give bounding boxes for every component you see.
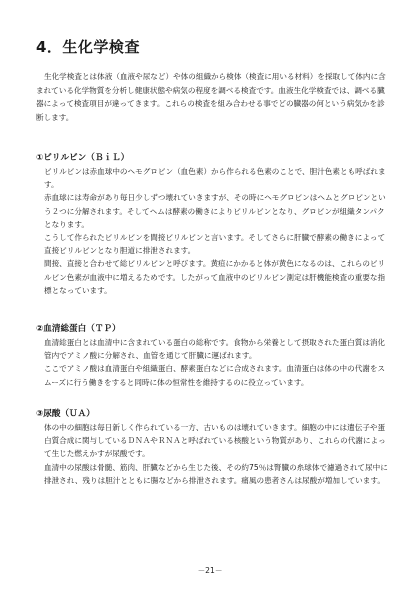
paragraph: 間接、直接と合わせて総ビリルビンと呼びます。黄疸にかかると体が黄色になるのは、これらのビリルビン色素が血液中に増えるためです。したがって血液中のビリルビン測定は肝機能検査の重要な指標となっています。 bbox=[44, 259, 386, 295]
paragraph: こうして作られたビリルビンを間接ビリルビンと言います。そしてさらに肝臓で酵素の働きによって直接ビリルビンとなり胆道に排泄されます。 bbox=[44, 233, 386, 256]
section-heading: ①ビリルビン（ＢｉＬ） bbox=[36, 153, 130, 163]
paragraph: 体の中の細胞は毎日新しく作られている一方、古いものは壊れていきます。細胞の中には遺伝子や蛋白質合成に関与しているＤＮＡやＲＮＡと呼ばれている核酸という物質があり、これらの代謝によって生じた燃えかすが尿酸です。 bbox=[44, 423, 386, 459]
intro-paragraph: 生化学検査とは体液（血液や尿など）や体の組織から検体（検査に用いる材料）を採取して体内に含まれている化学物質を分析し健康状態や病気の程度を調べる検査です。血液生化学検査では、調べる臓器によって検査項目が違ってきます。これらの検査を組み合わせる事でどの臓器の何という病気かを診断します。 bbox=[36, 72, 386, 122]
section-uric-acid bbox=[36, 408, 390, 487]
paragraph: ビリルビンは赤血球中のヘモグロビン（血色素）から作られる色素のことで、胆汁色素とも呼ばれます。 bbox=[44, 167, 386, 190]
page-number: －21－ bbox=[197, 566, 223, 575]
section-total-protein bbox=[36, 323, 390, 389]
page-title: 4．生化学検査 bbox=[36, 38, 140, 56]
paragraph: 血清中の尿酸は骨髄、筋肉、肝臓などから生じた後、その約75％は腎臓の糸球体で濾過されて尿中に排泄され、残りは胆汁とともに腸などから排泄されます。痛風の患者さんは尿酸が増加しています。 bbox=[44, 462, 388, 485]
paragraph: 赤血球には寿命があり毎日少しずつ壊れていきますが、その時にヘモグロビンはヘムとグロビンという２つに分解されます。そしてヘムは酵素の働きによりビリルビンとなり、グロビンが組織タンパクとなります。 bbox=[44, 193, 386, 229]
section-heading: ③尿酸（ＵＡ） bbox=[36, 409, 95, 419]
section-heading: ②血清総蛋白（ＴＰ） bbox=[36, 324, 121, 334]
paragraph: ここでアミノ酸は血清蛋白や組織蛋白、酵素蛋白などに合成されます。血清蛋白は体の中の代謝をスムーズに行う働きをすると同時に体の恒常性を維持するのに役立っています。 bbox=[44, 364, 386, 387]
paragraph: 血清総蛋白とは血清中に含まれている蛋白の総称です。食物から栄養として摂取された蛋白質は消化管内でアミノ酸に分解され、血管を通じて肝臓に運ばれます。 bbox=[44, 338, 386, 361]
section-bilirubin bbox=[36, 152, 390, 297]
